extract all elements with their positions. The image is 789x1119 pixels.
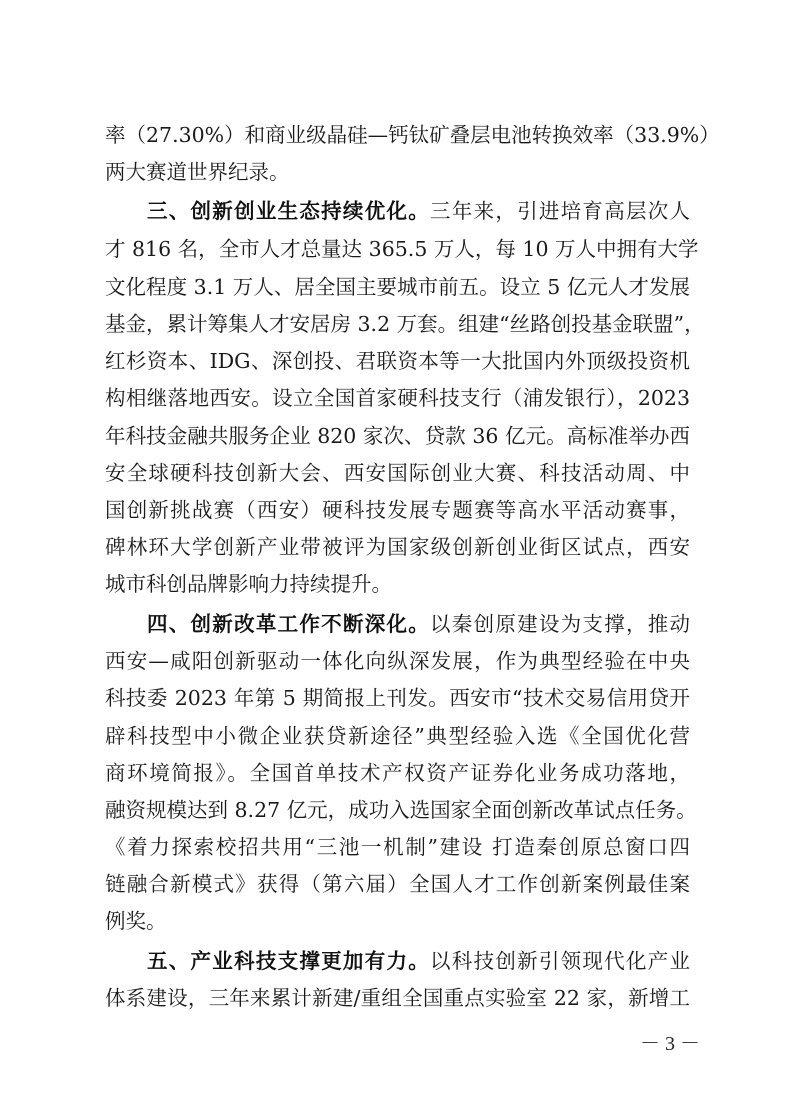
text-line: 链融合新模式》获得（第六届）全国人才工作创新案例最佳案 <box>105 872 690 896</box>
text-line: 两大赛道世界纪录。 <box>105 160 290 184</box>
text-line: 碑林环大学创新产业带被评为国家级创新创业街区试点，西安 <box>105 535 690 559</box>
text-line: 安全球硬科技创新大会、西安国际创业大赛、科技活动周、中 <box>105 461 690 485</box>
text-line: 商环境简报》。全国首单技术产权资产证券化业务成功落地， <box>105 761 690 785</box>
text-run: 三年来，引进培育高层次人 <box>430 199 691 223</box>
text-line: 率（27.30%）和商业级晶硅—钙钛矿叠层电池转换效率（33.9%） <box>105 123 720 147</box>
text-line: 才 816 名，全市人才总量达 365.5 万人，每 10 万人中拥有大学 <box>105 237 699 261</box>
section-heading: 五、产业科技支撑更加有力。 <box>147 949 431 973</box>
section-5-first-line <box>147 946 690 976</box>
text-line: 辟科技型中小微企业获贷新途径”典型经验入选《全国优化营 <box>105 724 690 748</box>
text-line: 体系建设，三年来累计新建/重组全国重点实验室 22 家，新增工 <box>105 986 690 1010</box>
section-heading: 三、创新创业生态持续优化。 <box>147 199 431 223</box>
section-heading: 四、创新改革工作不断深化。 <box>147 612 431 636</box>
page-number: － 3 － <box>640 1033 700 1055</box>
text-line: 文化程度 3.1 万人、居全国主要城市前五。设立 5 亿元人才发展 <box>105 275 690 299</box>
text-run: 以科技创新引领现代化产业 <box>430 949 691 973</box>
text-line: 融资规模达到 8.27 亿元，成功入选国家全面创新改革试点任务。 <box>105 798 697 822</box>
text-line: 红杉资本、IDG、深创投、君联资本等一大批国内外顶级投资机 <box>105 349 690 373</box>
text-line: 西安—咸阳创新驱动一体化向纵深发展，作为典型经验在中央 <box>105 649 690 673</box>
text-line: 构相继落地西安。设立全国首家硬科技支行（浦发银行），2023 <box>105 386 690 410</box>
text-line: 例奖。 <box>105 909 167 933</box>
text-line: 基金，累计筹集人才安居房 3.2 万套。组建“丝路创投基金联盟”， <box>105 312 705 336</box>
section-3-first-line <box>147 196 690 226</box>
text-line: 科技委 2023 年第 5 期简报上刊发。西安市“技术交易信用贷开 <box>105 686 690 710</box>
text-line: 《着力探索校招共用“三池一机制”建设 打造秦创原总窗口四 <box>105 835 690 859</box>
text-line: 年科技金融共服务企业 820 家次、贷款 36 亿元。高标准举办西 <box>105 424 690 448</box>
text-run: 以秦创原建设为支撑，推动 <box>430 612 691 636</box>
text-line: 国创新挑战赛（西安）硬科技发展专题赛等高水平活动赛事， <box>105 498 690 522</box>
section-4-first-line <box>147 609 690 639</box>
text-line: 城市科创品牌影响力持续提升。 <box>105 572 392 596</box>
